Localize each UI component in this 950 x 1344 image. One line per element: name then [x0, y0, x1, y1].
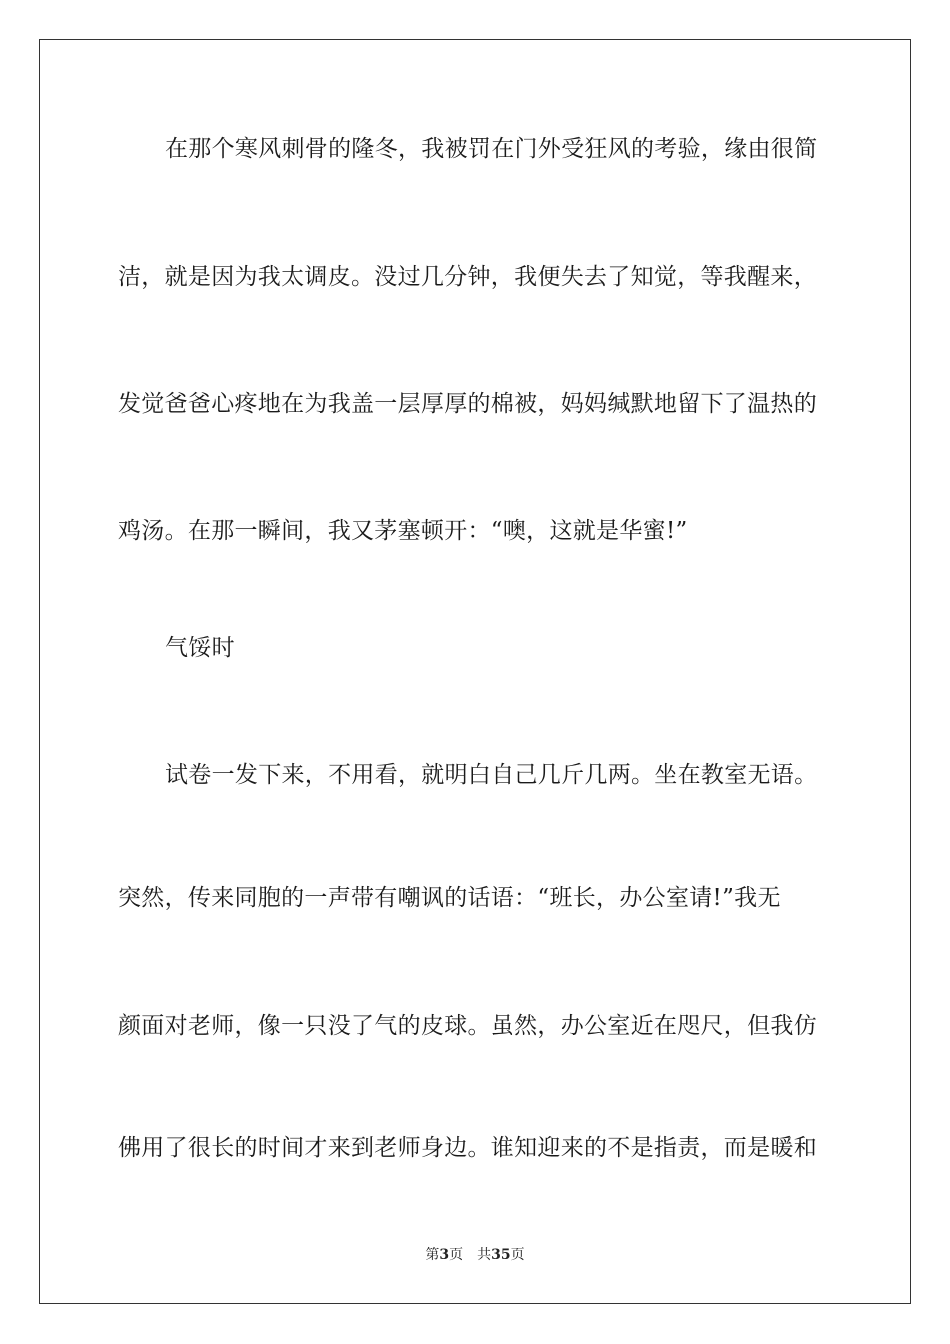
paragraph-line: 发觉爸爸心疼地在为我盖一层厚厚的棉被，妈妈缄默地留下了温热的 — [118, 391, 817, 417]
page-footer — [0, 1246, 950, 1264]
paragraph-line: 在那个寒风刺骨的隆冬，我被罚在门外受狂风的考验，缘由很简 — [165, 136, 818, 162]
paragraph-line: 洁，就是因为我太调皮。没过几分钟，我便失去了知觉，等我醒来， — [118, 264, 817, 290]
page-suffix: 页 — [449, 1247, 464, 1263]
page-border — [39, 39, 911, 1304]
total-suffix: 页 — [510, 1247, 525, 1263]
page-prefix: 第 — [425, 1247, 440, 1263]
paragraph-line: 鸡汤。在那一瞬间，我又茅塞顿开：“噢，这就是华蜜!” — [118, 518, 688, 544]
total-pages: 35 — [491, 1247, 511, 1263]
paragraph-line: 突然，传来同胞的一声带有嘲讽的话语：“班长，办公室请!”我无 — [118, 885, 781, 911]
paragraph-line: 佛用了很长的时间才来到老师身边。谁知迎来的不是指责，而是暖和 — [118, 1135, 817, 1161]
total-prefix: 共 — [477, 1247, 492, 1263]
paragraph-line: 颜面对老师，像一只没了气的皮球。虽然，办公室近在咫尺，但我仿 — [118, 1013, 817, 1039]
page-number: 3 — [439, 1247, 450, 1263]
paragraph-line: 试卷一发下来，不用看，就明白自己几斤几两。坐在教室无语。 — [165, 762, 818, 788]
section-heading: 气馁时 — [165, 635, 235, 661]
